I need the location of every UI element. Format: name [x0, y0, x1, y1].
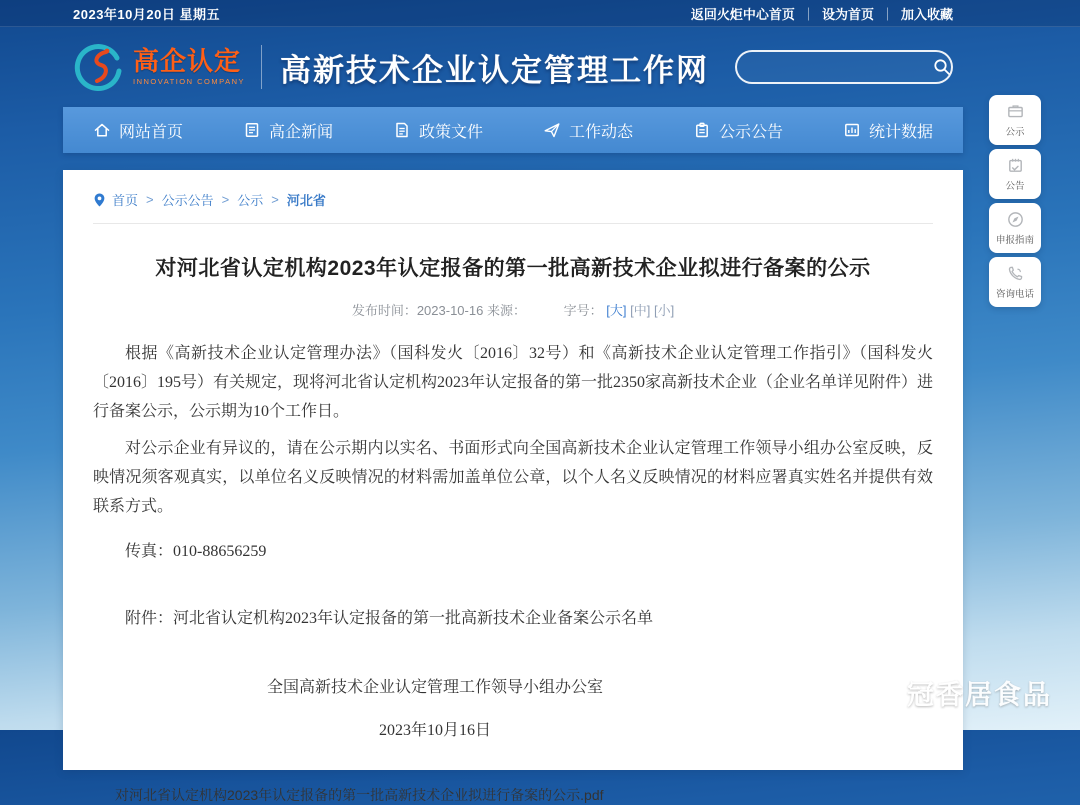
compass-icon — [1006, 210, 1025, 229]
nav-label: 网站首页 — [118, 123, 183, 141]
link-set-homepage[interactable]: 设为首页 — [821, 7, 874, 22]
badge-icon — [1006, 102, 1025, 121]
widget-gongshi[interactable] — [989, 95, 1041, 145]
paper-plane-icon — [543, 121, 561, 139]
top-strip-inner — [63, 0, 963, 27]
top-strip — [0, 0, 1080, 27]
link-separator: ｜ — [880, 7, 894, 22]
widget-label: 公告 — [1005, 181, 1025, 192]
search-input[interactable] — [751, 52, 932, 82]
site-logo-text — [133, 48, 245, 86]
clipboard-icon — [693, 121, 711, 139]
site-header — [63, 27, 963, 107]
content-card — [63, 170, 963, 803]
fontsize-small-button[interactable]: [小] — [653, 303, 675, 318]
home-icon — [93, 121, 111, 139]
link-torch-home[interactable]: 返回火炬中心首页 — [690, 7, 795, 22]
nav-label: 公示公告 — [718, 123, 783, 141]
nav-item-updates[interactable] — [513, 107, 663, 153]
crumb-separator: > — [221, 192, 230, 207]
breadcrumb-divider — [93, 223, 933, 224]
side-widgets — [989, 95, 1041, 311]
current-date: 2023年10月20日 星期五 — [73, 7, 220, 22]
stats-chart-icon — [843, 121, 861, 139]
nav-label: 工作动态 — [568, 123, 633, 141]
widget-label: 公示 — [1005, 127, 1025, 138]
article-paragraph: 根据《高新技术企业认定管理办法》（国科发火〔2016〕32号）和《高新技术企业认定管理工作指引》（国科发火〔2016〕195号）有关规定，现将河北省认定机构2023年认定报备的第一批2350家高新技术企业（企业名单详见附件）进行备案公示，公示期为10个工作日。 — [93, 345, 934, 420]
search-box — [735, 50, 953, 84]
widget-label: 申报指南 — [996, 235, 1034, 246]
nav-item-home[interactable] — [63, 107, 213, 153]
phone-icon — [1006, 264, 1025, 283]
crumb-separator: > — [271, 192, 279, 207]
site-logo-icon — [73, 41, 125, 93]
widget-gonggao[interactable] — [989, 149, 1041, 199]
publish-time-label: 发布时间： — [351, 303, 417, 318]
fax-line: 传真：010-88656259 — [125, 543, 267, 560]
search-icon[interactable] — [932, 57, 952, 77]
fontsize-medium-button[interactable]: [中] — [630, 303, 651, 318]
link-add-favorite[interactable]: 加入收藏 — [900, 7, 953, 22]
signature-date: 2023年10月16日 — [378, 722, 491, 739]
widget-label: 咨询电话 — [996, 289, 1034, 300]
fontsize-label: 字号： — [563, 303, 603, 318]
fontsize-large-button[interactable]: [大] — [606, 303, 627, 318]
nav-item-policy[interactable] — [363, 107, 513, 153]
logo-main-text: 高企认定 — [133, 46, 242, 77]
article-meta — [93, 300, 933, 319]
location-pin-icon — [93, 192, 106, 208]
publish-date: 2023-10-16 — [416, 303, 484, 318]
main-nav — [63, 107, 963, 153]
nav-item-announcements[interactable] — [663, 107, 813, 153]
logo-sub-text: INNOVATION COMPANY — [133, 77, 246, 87]
nav-label: 高企新闻 — [268, 123, 333, 141]
nav-label: 统计数据 — [868, 123, 933, 141]
widget-zixun-dianhua[interactable] — [989, 257, 1041, 307]
article-paragraph: 对公示企业有异议的，请在公示期内以实名、书面形式向全国高新技术企业认定管理工作领导小组办公室反映，反映情况须客观真实，以单位名义反映情况的材料需加盖单位公章，以个人名义反映情况的材料应署真实姓名并提供有效联系方式。 — [93, 440, 933, 515]
pdf-attachment-link[interactable]: 对河北省认定机构2023年认定报备的第一批高新技术企业拟进行备案的公示.pdf — [115, 787, 604, 803]
site-title: 高新技术企业认定管理工作网 — [280, 52, 710, 88]
crumb-home[interactable]: 首页 — [112, 193, 139, 208]
crumb-hebei[interactable]: 河北省 — [286, 193, 326, 208]
nav-item-statistics[interactable] — [813, 107, 963, 153]
policy-doc-icon — [393, 121, 411, 139]
top-links — [691, 4, 953, 23]
signature-org: 全国高新技术企业认定管理工作领导小组办公室 — [266, 679, 603, 696]
nav-item-news[interactable] — [213, 107, 363, 153]
source-label: 来源： — [486, 303, 526, 318]
widget-shenbao-zhinan[interactable] — [989, 203, 1041, 253]
crumb-separator: > — [146, 192, 154, 207]
crumb-gongshi[interactable]: 公示 — [237, 193, 264, 208]
article-title: 对河北省认定机构2023年认定报备的第一批高新技术企业拟进行备案的公示 — [155, 257, 871, 280]
header-divider — [261, 45, 262, 89]
news-icon — [243, 121, 261, 139]
crumb-announcements[interactable]: 公示公告 — [161, 193, 214, 208]
nav-label: 政策文件 — [418, 123, 483, 141]
attachment-line: 附件：河北省认定机构2023年认定报备的第一批高新技术企业备案公示名单 — [125, 610, 654, 627]
watermark-text: 冠香居食品 — [907, 680, 1052, 710]
breadcrumb — [93, 190, 933, 209]
link-separator: ｜ — [801, 7, 815, 22]
article-body — [93, 339, 933, 745]
notepad-icon — [1006, 156, 1025, 175]
